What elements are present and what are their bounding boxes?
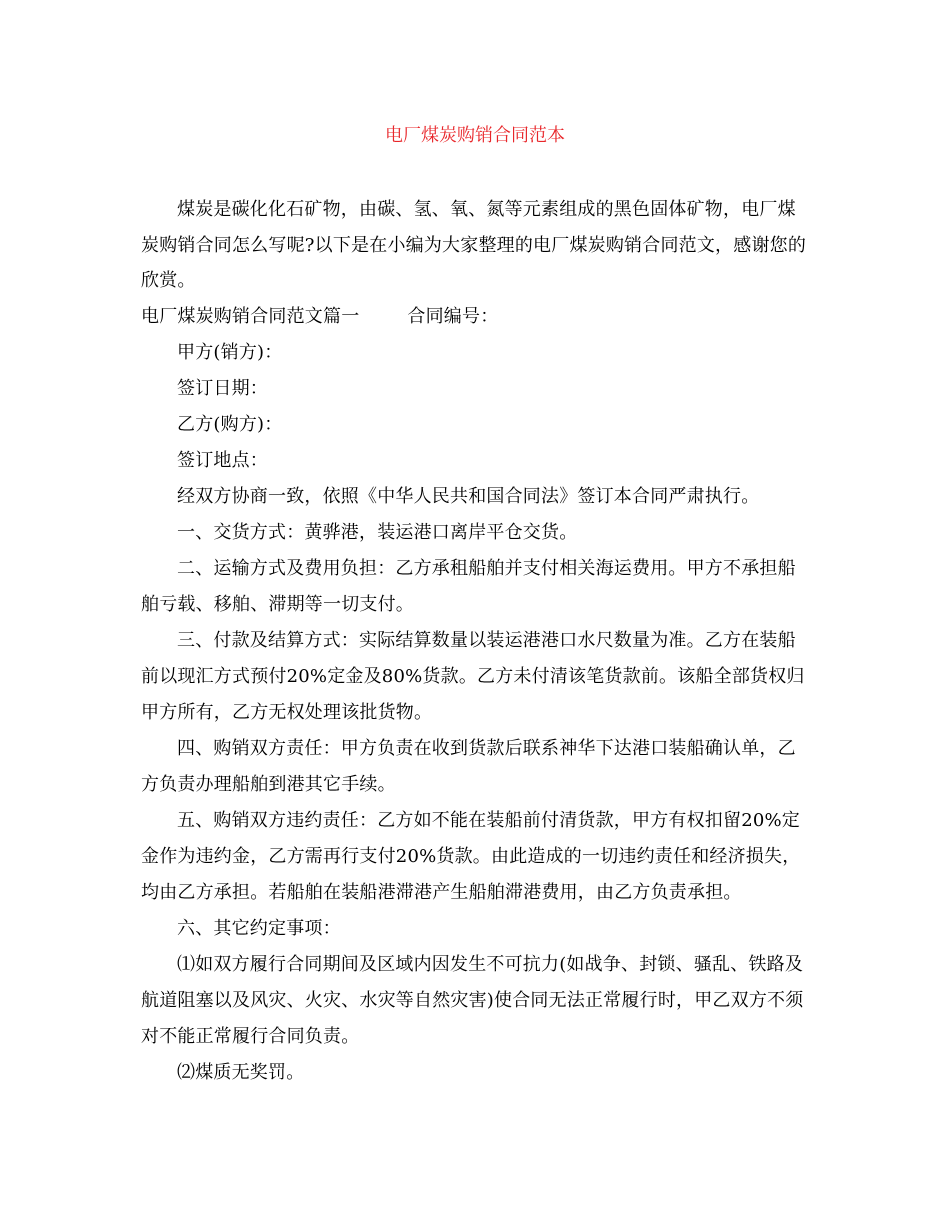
clause-payment: 三、付款及结算方式：实际结算数量以装运港港口水尺数量为准。乙方在装船前以现汇方式预付20%定金及80%货款。乙方未付清该笔货款前。该船全部货权归甲方所有，乙方无权处理该批货物。 — [141, 629, 805, 723]
clause-responsibilities: 四、购销双方责任：甲方负责在收到货款后联系神华下达港口装船确认单，乙方负责办理船舶到港其它手续。 — [141, 737, 796, 795]
document-title: 电厂煤炭购销合同范本 — [385, 125, 565, 146]
intro-paragraph: 煤炭是碳化化石矿物，由碳、氢、氧、氮等元素组成的黑色固体矿物，电厂煤炭购销合同怎么写呢?以下是在小编为大家整理的电厂煤炭购销合同范文，感谢您的欣赏。 — [141, 199, 807, 291]
party-b-label: 乙方(购方)： — [177, 413, 283, 435]
section-heading: 电厂煤炭购销合同范文篇一 — [141, 305, 360, 327]
other-item-quality: ⑵煤质无奖罚。 — [177, 1061, 305, 1083]
sign-date-label: 签订日期： — [177, 377, 268, 399]
clause-other: 六、其它约定事项： — [177, 917, 341, 939]
document-body — [141, 192, 811, 1091]
preamble-paragraph: 经双方协商一致，依照《中华人民共和国合同法》签订本合同严肃执行。 — [177, 485, 760, 507]
contract-number-label: 合同编号： — [407, 305, 499, 327]
clause-delivery: 一、交货方式：黄骅港，装运港口离岸平仓交货。 — [177, 521, 578, 543]
section-heading-line — [141, 299, 811, 335]
clause-transport: 二、运输方式及费用负担：乙方承租船舶并支付相关海运费用。甲方不承担船舶亏载、移舶、滞期等一切支付。 — [141, 557, 796, 615]
sign-place-label: 签订地点： — [177, 449, 268, 471]
clause-breach: 五、购销双方违约责任：乙方如不能在装船前付清货款，甲方有权扣留20%定金作为违约金，乙方需再行支付20%货款。由此造成的一切违约责任和经济损失，均由乙方承担。若船舶在装船港滞港产生船舶滞港费用，由乙方负责承担。 — [141, 809, 801, 903]
other-item-force-majeure: ⑴如双方履行合同期间及区域内因发生不可抗力(如战争、封锁、骚乱、铁路及航道阻塞以及风灾、火灾、水灾等自然灾害)使合同无法正常履行时，甲乙双方不须对不能正常履行合同负责。 — [141, 953, 804, 1047]
party-a-label: 甲方(销方)： — [177, 341, 283, 363]
